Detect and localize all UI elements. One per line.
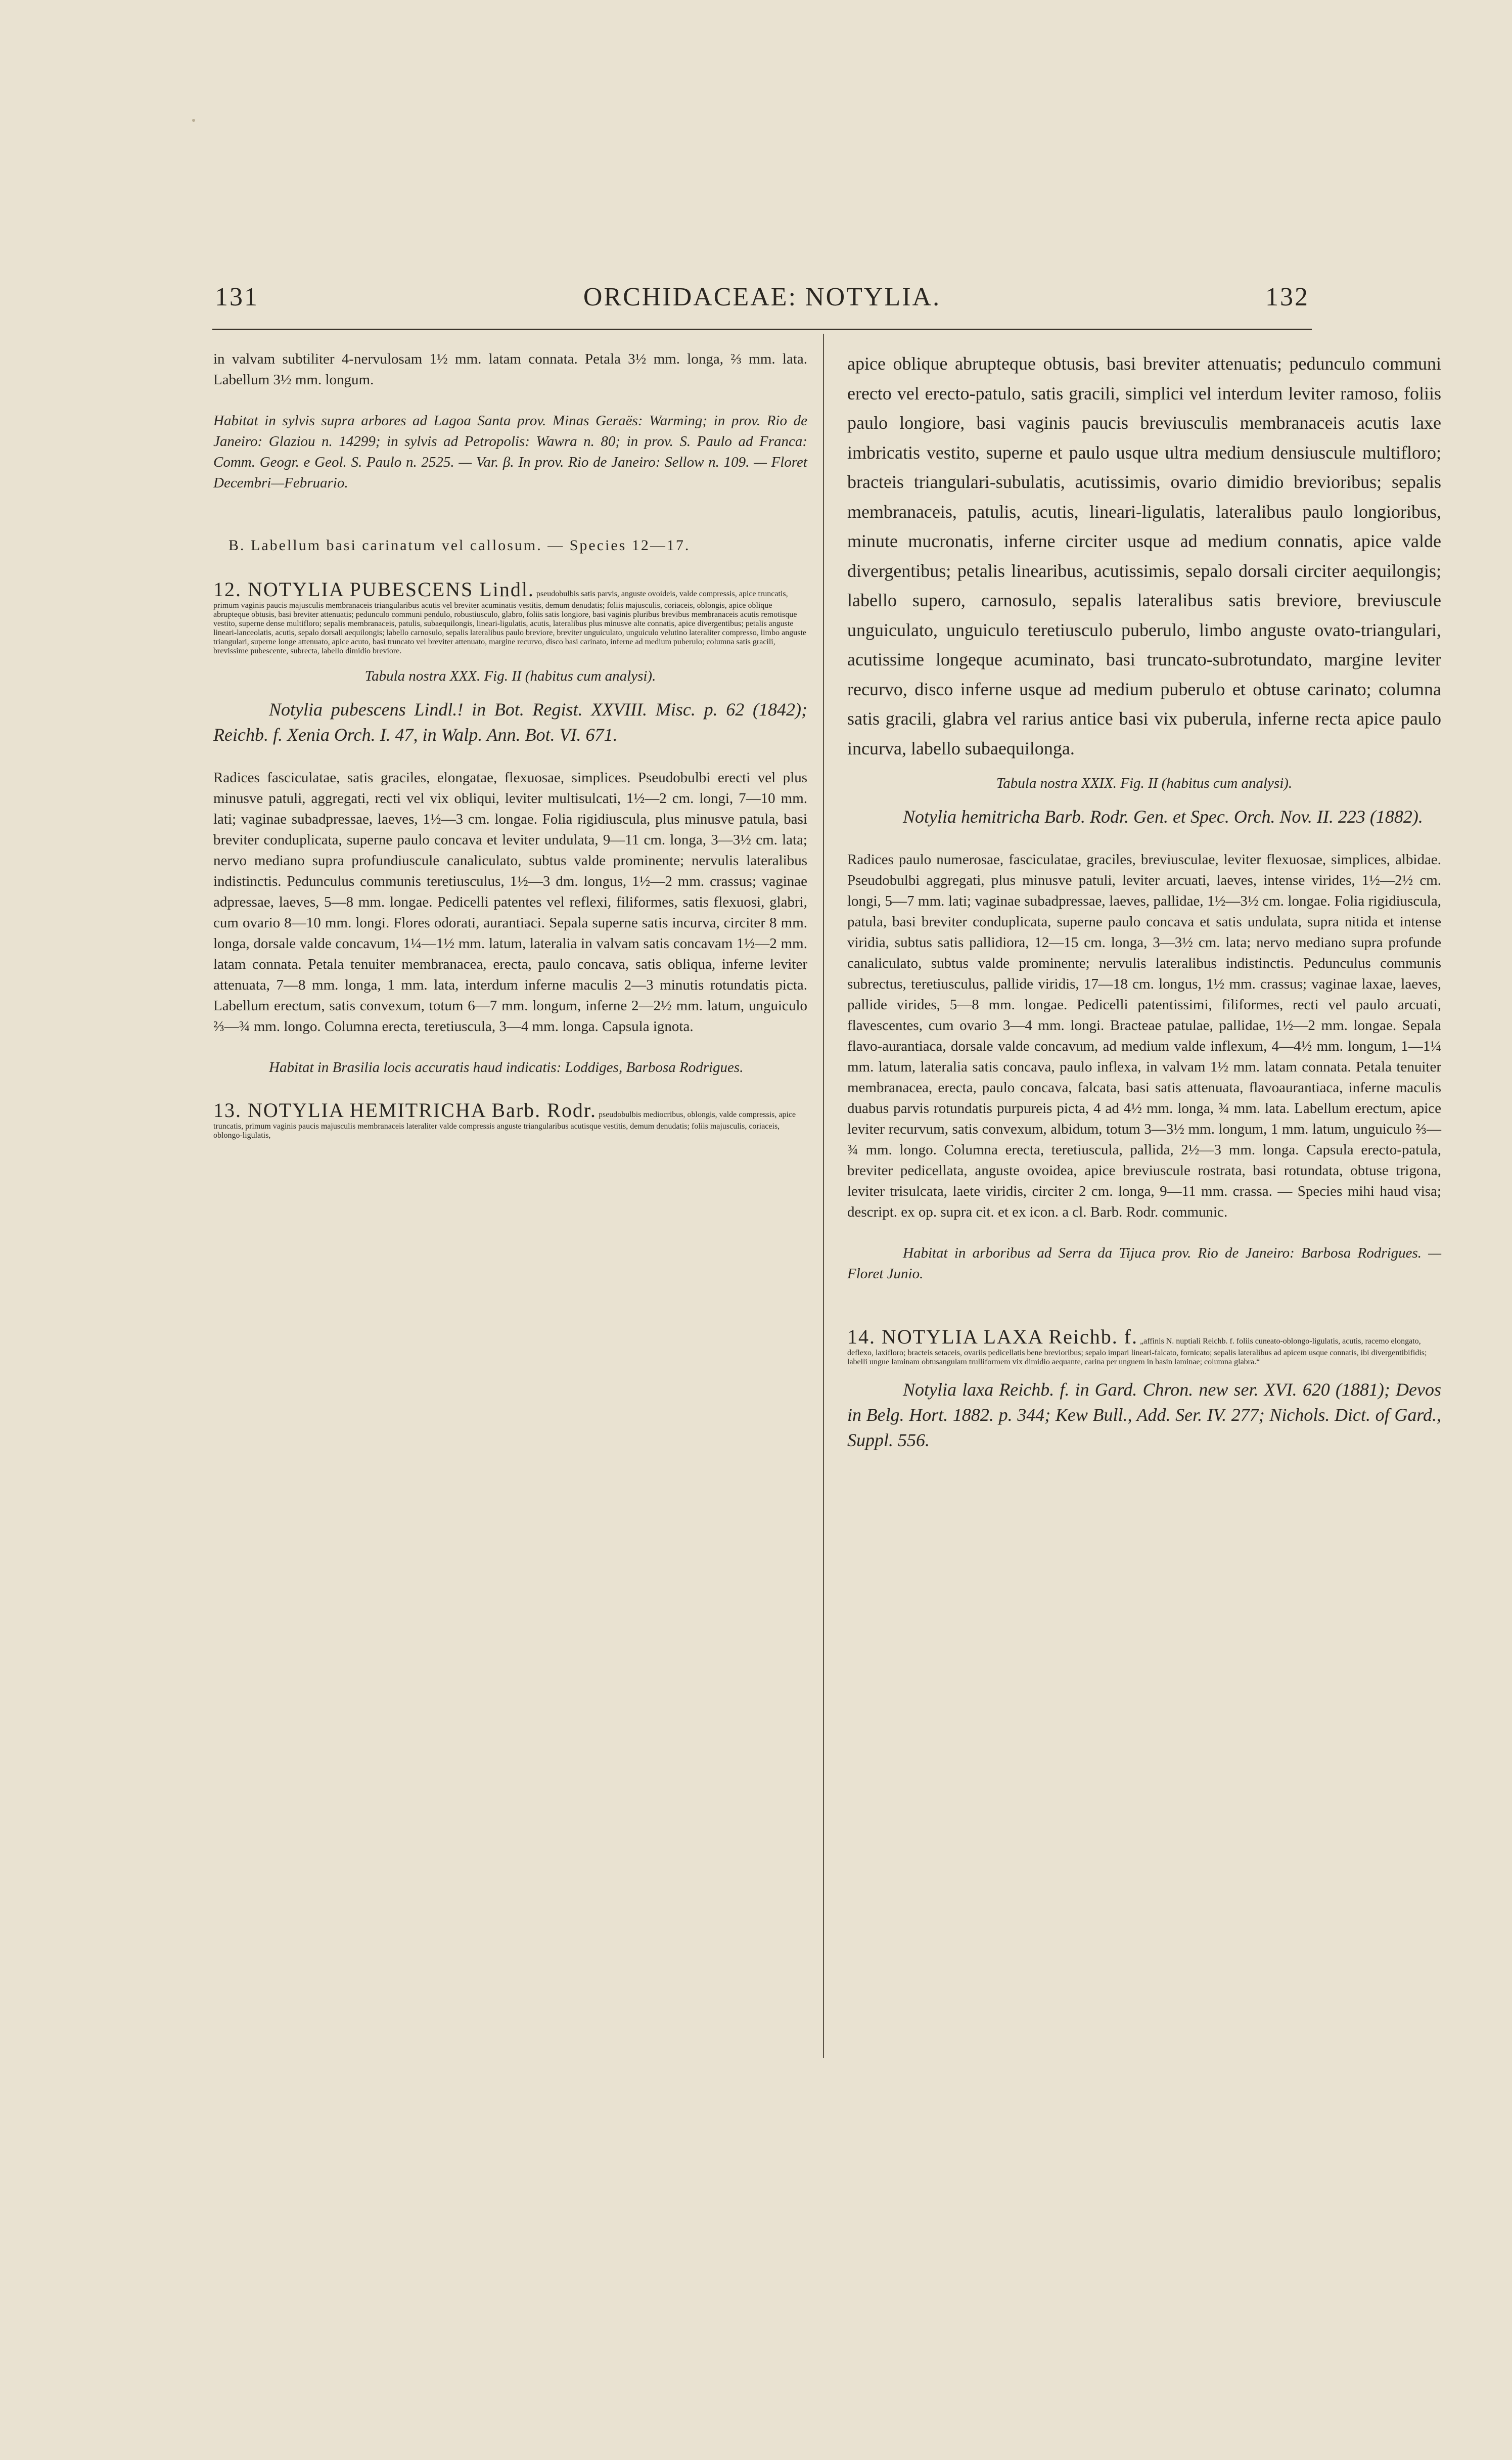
left-column bbox=[213, 349, 807, 1140]
column-divider bbox=[823, 334, 824, 2058]
species-14-citation: Notylia laxa Reichb. f. in Gard. Chron. new ser. XVI. 620 (1881); Devos in Belg. Hort. 1882. p. 344; Kew Bull., Add. Ser. IV. 277; Nichols. Dict. of Gard., Suppl. 556. bbox=[847, 1379, 1441, 1450]
species-13-plate-ref: Tabula nostra XXIX. Fig. II (habitus cum analysi). bbox=[996, 775, 1293, 791]
habitat-paragraph: Habitat in sylvis supra arbores ad Lagoa Santa prov. Minas Geraës: Warming; in prov. Rio de Janeiro: Glaziou n. 14299; in sylvis ad Petropolis: Wawra n. 80; in prov. S. Paulo ad Franca: Comm. Geogr. e Geol. S. Paulo n. 2525. — Var. β. In prov. Rio de Janeiro: Sellow n. 109. — Floret Decembri—Februario. bbox=[213, 413, 807, 491]
species-12-habitat: Habitat in Brasilia locis accuratis haud indicatis: Loddiges, Barbosa Rodrigues. bbox=[269, 1059, 744, 1076]
right-column bbox=[847, 349, 1441, 1453]
species-13-citation: Notylia hemitricha Barb. Rodr. Gen. et Spec. Orch. Nov. II. 223 (1882). bbox=[903, 807, 1423, 827]
running-title: ORCHIDACEAE: NOTYLIA. bbox=[583, 283, 941, 311]
species-12-text: pseudobulbis satis parvis, anguste ovoideis, valde compressis, apice truncatis, primum vaginis paucis majusculis membranaceis triangularibus acutis vel breviter acuminatis vestitis, demum denudatis; foliis majusculis, coriaceis, oblongis, apice oblique abrupteque obtusis, basi breviter attenuatis; pedunculo communi pendulo, robustiusculo, glabro, foliis satis longiore, basi vaginis pluribus brevibus membranaceis acutis remotisque vestito, superne dense multifloro; sepalis membranaceis, patulis, subaequilongis, lineari-ligulatis, acutis, lateralibus plus minusve alte connatis, apice divergentibus; petalis anguste lineari-lanceolatis, acutis, sepalo dorsali aequilongis; labello carnosulo, sepalis lateralibus paulo breviore, breviter unguiculato, unguiculo velutino lateraliter compresso, limbo anguste triangulari, superne longe attenuato, apice acuto, basi truncato vel breviter attenuato, margine recurvo, disco basi carinato, inferne ad medium puberulo; columna satis gracili, brevissime pubescente, subrecta, labello dimidio breviore. bbox=[213, 590, 806, 655]
species-13-habitat: Habitat in arboribus ad Serra da Tijuca prov. Rio de Janeiro: Barbosa Rodrigues. — Floret Junio. bbox=[847, 1245, 1441, 1282]
species-13-diagnosis-continued: apice oblique abrupteque obtusis, basi breviter attenuatis; pedunculo communi erecto vel erecto-patulo, satis gracili, simplici vel interdum leviter ramoso, foliis paulo longiore, basi vaginis paucis breviusculis membranaceis acutis laxe imbricatis vestito, superne et paulo usque ultra medium densiuscule multifloro; bracteis triangulari-subulatis, acutissimis, ovario dimidio brevioribus; sepalis membranaceis, patulis, acutis, lineari-ligulatis, lateralibus paulo longioribus, minute mucronatis, inferne circiter usque ad medium connatis, apice valde divergentibus; petalis linearibus, acutissimis, sepalo dorsali circiter aequilongis; labello supero, carnosulo, sepalis lateralibus satis breviore, breviuscule unguiculato, unguiculo teretiusculo puberulo, limbo anguste ovato-triangulari, acutissime longeque acuminato, basi truncato-subrotundato, margine leviter recurvo, disco inferne usque ad medium puberulo et obtuse carinato; columna satis gracili, glabra vel rarius antice basi vix puberula, inferne recta apice paulo incurva, labello subaequilonga. bbox=[847, 353, 1441, 758]
species-12-heading: 12. NOTYLIA PUBESCENS Lindl. bbox=[213, 578, 534, 601]
species-12-description: Radices fasciculatae, satis graciles, elongatae, flexuosae, simplices. Pseudobulbi erecti vel plus minusve patuli, aggregati, recti vel vix obliqui, leviter multisulcati, 1½—2 cm. longi, 7—10 mm. lati; vaginae subadpressae, laeves, 1½—3 cm. longae. Folia rigidiuscula, plus minusve patula, basi breviter conduplicata, superne paulo concava et leviter undulata, 9—11 cm. longa, 3—3½ cm. lata; nervo mediano supra profundiuscule canaliculato, subtus valde prominente; nervulis lateralibus indistinctis. Pedunculus communis teretiusculus, 1½—3 dm. longus, 1½—2 mm. crassus; vaginae adpressae, laeves, 5—8 mm. longae. Pedicelli patentes vel reflexi, filiformes, satis flexuosi, glabri, cum ovario 8—10 mm. longi. Flores odorati, aurantiaci. Sepala superne satis incurva, circiter 8 mm. longa, dorsale valde concavum, 1¼—1½ mm. latum, lateralia in valvam satis concavam 1½—2 mm. latam connata. Petala tenuiter membranacea, erecta, paulo concava, satis obliqua, inferne leviter attenuata, 7—8 mm. longa, 1 mm. lata, interdum inferne maculis 2—3 minutis rotundatis picta. Labellum erectum, satis convexum, totum 6—7 mm. longum, inferne 2—2½ mm. latum, unguiculo ⅔—¾ mm. longo. Columna erecta, teretiuscula, 3—4 mm. longa. Capsula ignota. bbox=[213, 770, 807, 1035]
species-12-citation: Notylia pubescens Lindl.! in Bot. Regist. XXVIII. Misc. p. 62 (1842); Reichb. f. Xenia Orch. I. 47, in Walp. Ann. Bot. VI. 671. bbox=[213, 699, 807, 745]
species-14-text: „affinis N. nuptiali Reichb. f. foliis cuneato-oblongo-ligulatis, acutis, racemo elongato, deflexo, laxifloro; bracteis setaceis, ovariis pedicellatis bene brevioribus; sepalo impari lineari-falcato, fornicato; sepalis lateralibus ad apicem usque connatis, ibi divergentibifidis; labelli ungue laminam obtusangulam trulliformem vix dimidio aequante, carina per unguem in basin laminae; columna glabra.“ bbox=[847, 1337, 1427, 1366]
section-heading: B. Labellum basi carinatum vel callosum. — Species 12—17. bbox=[228, 537, 691, 554]
species-12-plate-ref: Tabula nostra XXX. Fig. II (habitus cum analysi). bbox=[364, 668, 656, 684]
species-13-heading: 13. NOTYLIA HEMITRICHA Barb. Rodr. bbox=[213, 1099, 597, 1122]
header-rule bbox=[212, 329, 1312, 330]
continued-description: in valvam subtiliter 4-nervulosam 1½ mm. latam connata. Petala 3½ mm. longa, ⅔ mm. lata. Labellum 3½ mm. longum. bbox=[213, 351, 807, 388]
running-header bbox=[215, 282, 1309, 323]
species-13-text: pseudobulbis mediocribus, oblongis, valde compressis, apice truncatis, primum vaginis paucis majusculis membranaceis lateraliter valde compressis anguste triangularibus acutisque vestitis, demum denudatis; foliis majusculis, coriaceis, oblongo-ligulatis, bbox=[213, 1110, 796, 1140]
page-speck bbox=[192, 119, 195, 122]
right-page-number: 132 bbox=[1265, 283, 1309, 311]
species-14-heading: 14. NOTYLIA LAXA Reichb. f. bbox=[847, 1325, 1138, 1348]
species-13-description: Radices paulo numerosae, fasciculatae, graciles, breviusculae, leviter flexuosae, simplices, albidae. Pseudobulbi aggregati, plus minusve patuli, leviter arcuati, laeves, intense virides, 1½—2½ cm. longi, 5—7 mm. lati; vaginae subadpressae, laeves, pallidae, 1½—3½ cm. longae. Folia rigidiuscula, patula, basi breviter conduplicata, superne paulo concava et satis undulata, supra nitida et intense viridia, subtus satis pallidiora, 12—15 cm. longa, 3—3½ cm. lata; nervo mediano supra profunde canaliculato, subtus valde prominente; nervulis lateralibus indistinctis. Pedunculus communis subrectus, teretiusculus, pallide viridis, 17—18 cm. longus, 1½ mm. crassus; vaginae laxae, laeves, pallide virides, 5—8 mm. longae. Pedicelli patentissimi, filiformes, recti vel paulo arcuati, flavescentes, cum ovario 3—4 mm. longi. Bracteae patulae, pallidae, 1½—2 mm. longae. Sepala flavo-aurantiaca, dorsale valde concavum, ad medium valde inflexum, 4—4½ mm. longum, 1—1¼ mm. latum, lateralia satis concava, paulo inflexa, in valvam 1½ mm. latam connata. Petala tenuiter membranacea, erecta, paulo concava, falcata, basi satis attenuata, flavoaurantiaca, inferne maculis duabus parvis rotundatis purpureis picta, 4 ad 4½ mm. longa, ¾ mm. lata. Labellum erectum, apice leviter recurvum, satis convexum, albidum, totum 3—3½ mm. longum, 1 mm. latum, unguiculo ⅔—¾ mm. longo. Columna erecta, teretiuscula, pallida, 2½—3 mm. longa. Capsula erecto-patula, breviter pedicellata, anguste ovoidea, apice breviuscule rostrata, basi rotundata, obtuse trigona, leviter trisulcata, laete viridis, circiter 2 cm. longa, 9—11 mm. crassa. — Species mihi haud visa; descript. ex op. supra cit. et ex icon. a cl. Barb. Rodr. communic. bbox=[847, 852, 1441, 1220]
left-page-number: 131 bbox=[215, 283, 259, 311]
